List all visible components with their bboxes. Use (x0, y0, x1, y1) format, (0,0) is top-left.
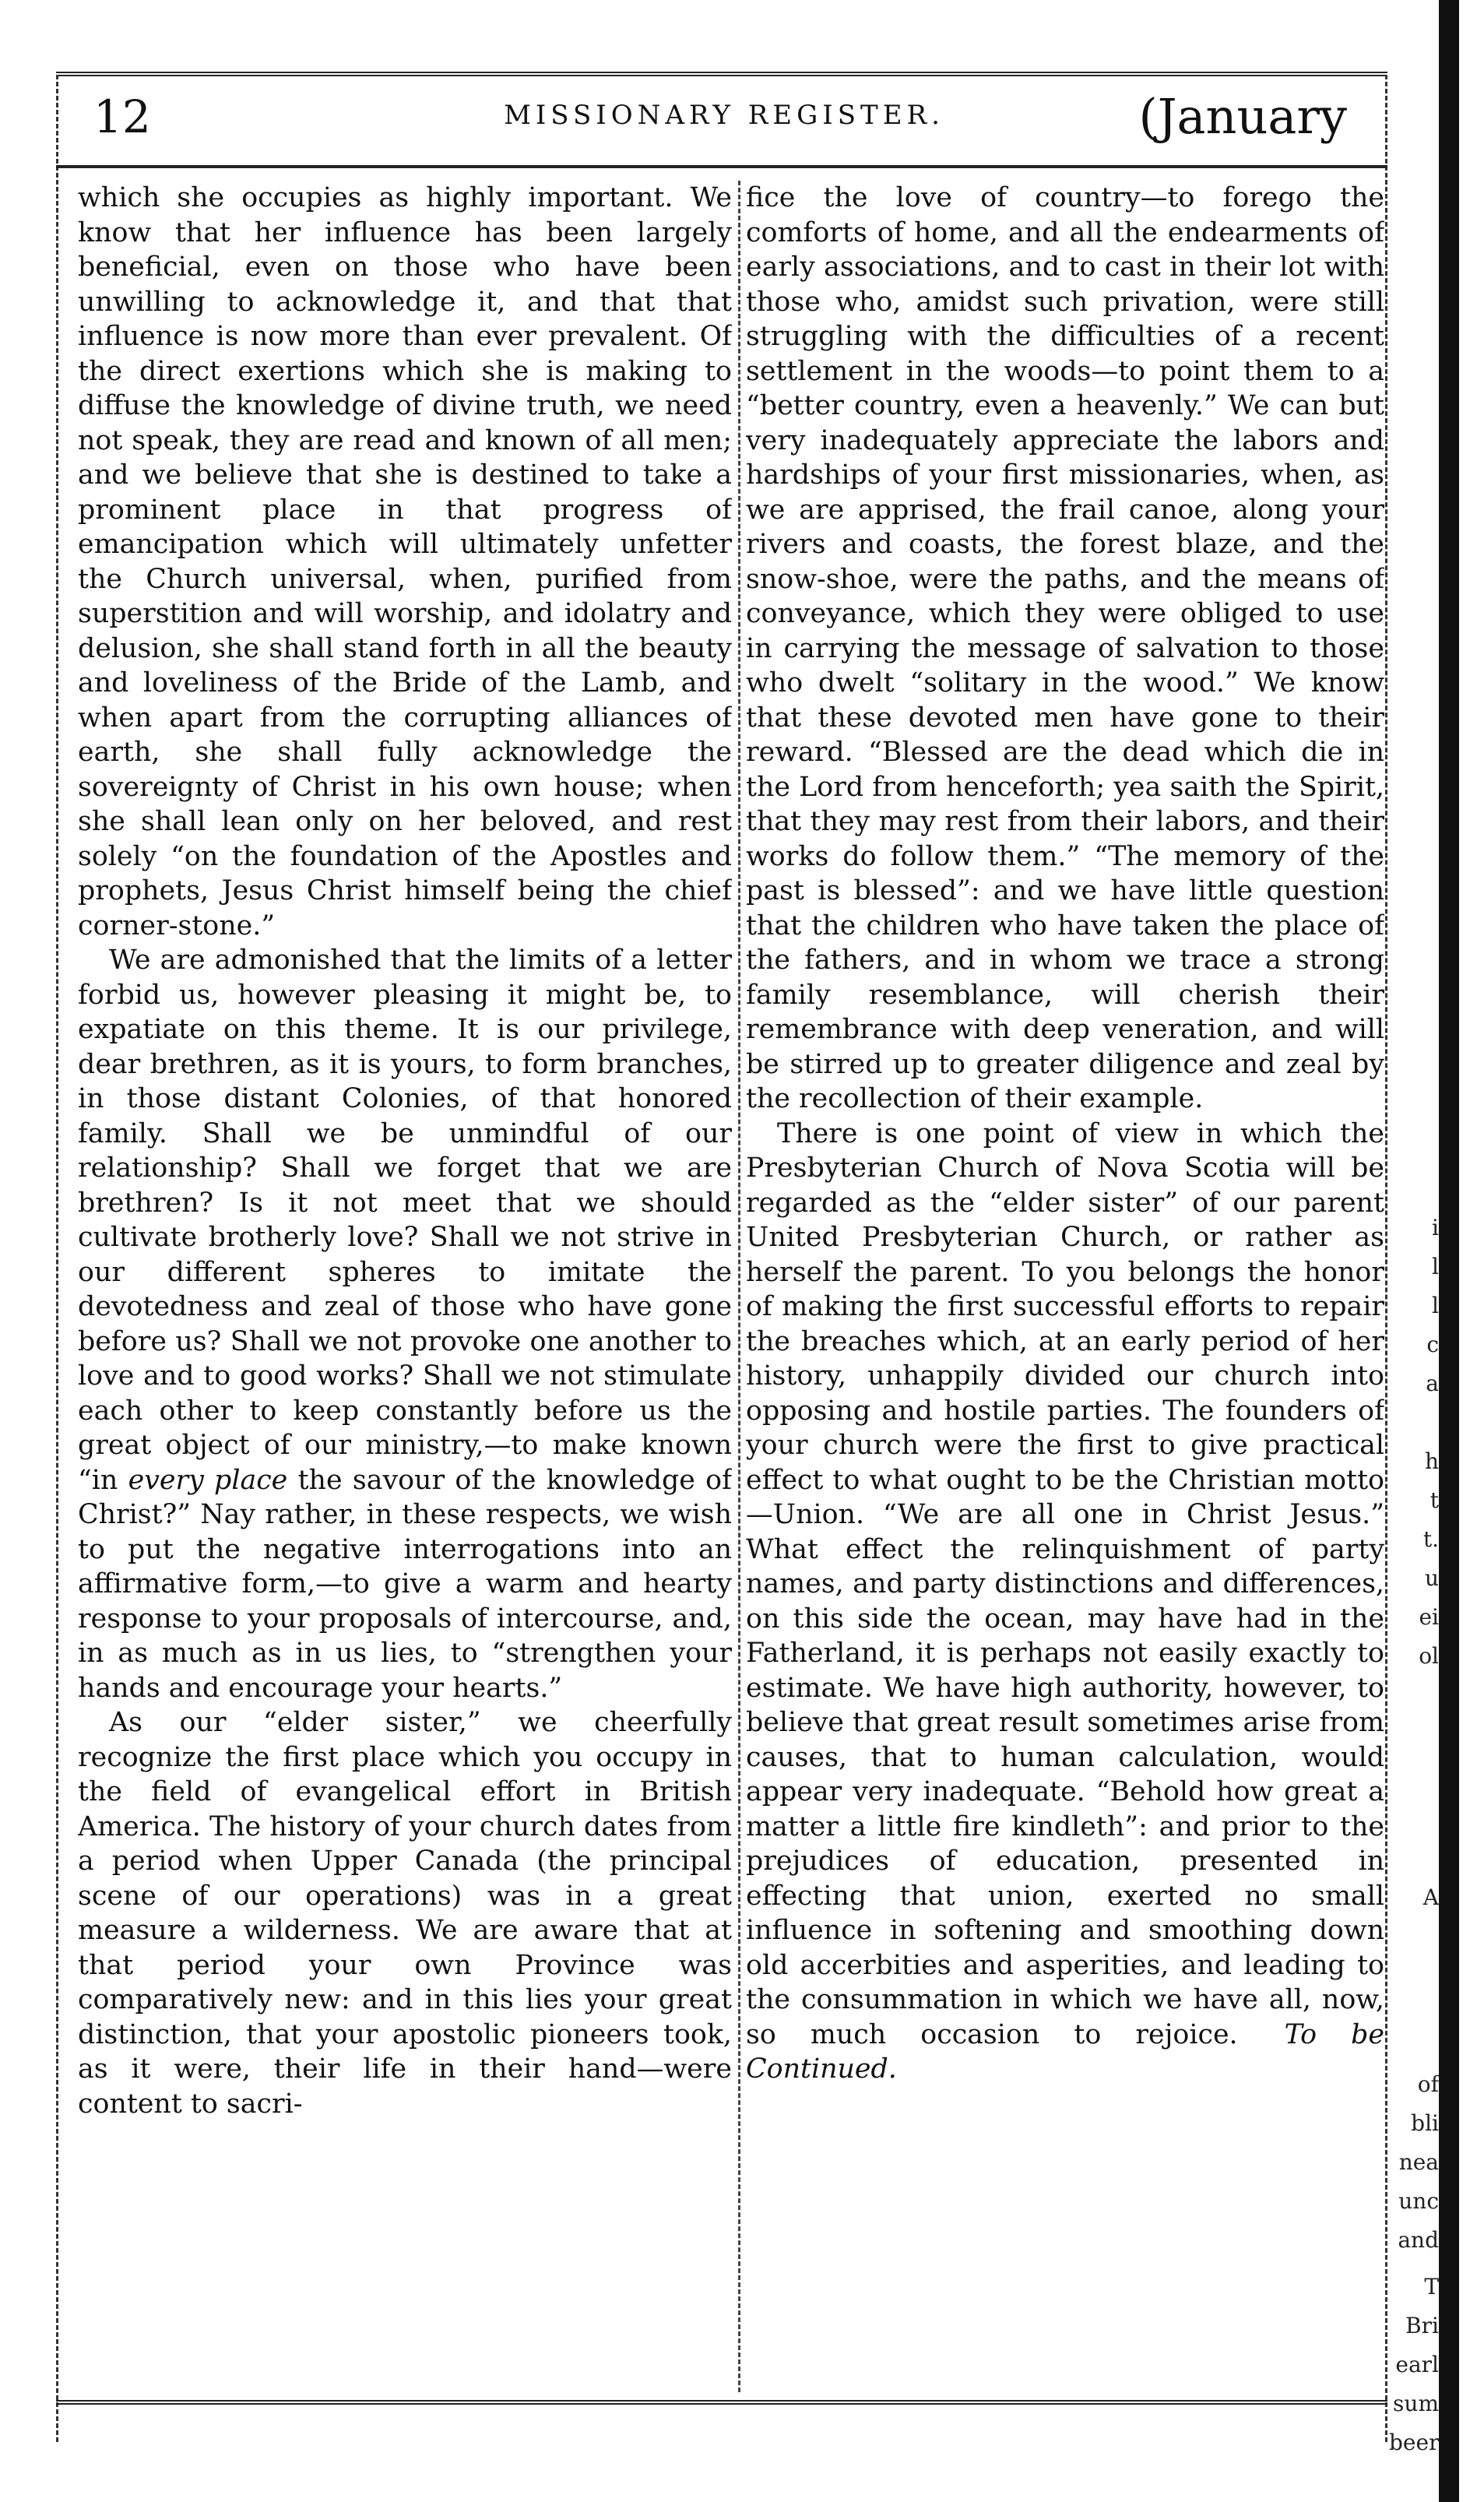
adjacent-page-fragment: i (1432, 1215, 1439, 1240)
month-label: (January (1138, 88, 1347, 145)
adjacent-page-fragment: h (1424, 1448, 1439, 1474)
adjacent-page-fragment: beer (1389, 2430, 1439, 2455)
left-paragraph-2-part-2: the savour of the knowledge of Christ?” Nay rather, in these respects, we wish to put the negative interrogations into an affirmative form,—to give a warm and hearty response to your proposals of intercourse, and, in as much as in us lies, to “strengthen your hands and encourage your hearts.” (78, 1464, 732, 1704)
adjacent-page-fragment: ol (1419, 1643, 1439, 1669)
adjacent-page-fragment: and (1398, 2227, 1439, 2253)
running-title: MISSIONARY REGISTER. (504, 100, 944, 131)
page-header (78, 86, 1370, 148)
to-be-continued: To be Continued. (746, 2018, 1384, 2085)
right-paragraph-2-text: There is one point of view in which the Presbyterian Church of Nova Scotia will be regarded as the “elder sister” of our parent United Presbyterian Church, or rather as herself the parent. To you belongs the honor of making the first successful efforts to repair the breaches which, at an early period of her history, unhappily divided our church into opposing and hostile parties. The founders of your church were the first to give practical effect to what ought to be the Christian motto—Union. “We are all one in Christ Jesus.” What effect the relinquishment of party names, and party distinctions and differences, on this side the ocean, may have had in the Fatherland, it is perhaps not easily exactly to estimate. We have high authority, however, to believe that great result sometimes arise from causes, that to human calculation, would appear very inadequate. “Behold how great a matter a little fire kindleth”: and prior to the prejudices of education, presented in effecting that union, exerted no small influence in softening and smoothing down old accerbities and asperities, and leading to the consummation in which we have all, now, so much occasion to rejoice. (746, 1117, 1384, 2050)
adjacent-page-fragment: c (1426, 1332, 1439, 1357)
adjacent-page-fragment: unc (1398, 2188, 1439, 2214)
left-paragraph-2 (78, 943, 732, 1705)
right-paragraph-1: fice the love of country—to forego the comforts of home, and all the endearments of early associations, and to cast in their lot with those who, amidst such privation, were still struggling with the difficulties of a recent settlement in the woods—to point them to a “better country, even a heavenly.” We can but very inadequately appreciate the labors and hardships of your first missionaries, when, as we are apprised, the frail canoe, along your rivers and coasts, the forest blaze, and the snow-shoe, were the paths, and the means of conveyance, which they were obliged to use in carrying the message of salvation to those who dwelt “solitary in the wood.” We know that these devoted men have gone to their reward. “Blessed are the dead which die in the Lord from henceforth; yea saith the Spirit, that they may rest from their labors, and their works do follow them.” “The memory of the past is blessed”: and we have little question that the children who have taken the place of the fathers, and in whom we trace a strong family resemblance, will cherish their remembrance with deep veneration, and will be stirred up to greater diligence and zeal by the recollection of their example. (746, 182, 1384, 1114)
header-bottom-rule (56, 165, 1387, 168)
adjacent-page-fragment: T (1424, 2274, 1439, 2300)
adjacent-page-fragment: a (1426, 1371, 1439, 1396)
column-divider (738, 181, 740, 2392)
adjacent-page-fragment: l (1432, 1293, 1439, 1318)
right-paragraph-2 (746, 1117, 1384, 2087)
adjacent-page-fragment: A (1422, 1884, 1439, 1910)
left-column (78, 181, 732, 2392)
adjacent-page-fragment: of (1417, 2071, 1439, 2097)
adjacent-page-fragment: nea (1398, 2149, 1439, 2175)
adjacent-page-fragment: sum (1393, 2391, 1439, 2416)
left-paragraph-3: As our “elder sister,” we cheerfully recognize the first place which you occupy in the field of evangelical effort in British America. The history of your church dates from a period when Upper Canada (the principal scene of our operations) was in a great measure a wilderness. We are aware that at that period your own Province was comparatively new: and in this lies your great distinction, that your apostolic pioneers took, as it were, their life in their hand—were content to sacri- (78, 1707, 732, 2120)
adjacent-page-fragment: Bri (1405, 2313, 1439, 2338)
italic-phrase: every place (128, 1464, 288, 1496)
right-column (746, 181, 1384, 2392)
adjacent-page-fragment: l (1432, 1254, 1439, 1279)
left-paragraph-2-part-1: We are admonished that the limits of a letter forbid us, however pleasing it might be, to expatiate on this theme. It is our privilege, dear brethren, as it is yours, to form branches, in those distant Colonies, of that honored family. Shall we be unmindful of our relationship? Shall we forget that we are brethren? Is it not meet that we should cultivate brotherly love? Shall we not strive in our different spheres to imitate the devotedness and zeal of those who have gone before us? Shall we not provoke one another to love and to good works? Shall we not stimulate each other to keep constantly before us the great object of our ministry,—to make known “in (78, 945, 732, 1496)
binding-edge (1439, 0, 1459, 2502)
adjacent-page-fragment: u (1424, 1565, 1439, 1591)
adjacent-page-fragment: earl (1395, 2352, 1439, 2377)
adjacent-page-fragment: t. (1422, 1526, 1439, 1552)
footer-rule (56, 2400, 1387, 2405)
adjacent-page-fragment: t (1429, 1487, 1439, 1513)
adjacent-page-fragment: ei (1419, 1604, 1439, 1630)
left-paragraph-1: which she occupies as highly important. We know that her influence has been largely beneficial, even on those who have been unwilling to acknowledge it, and that that influence is now more than ever prevalent. Of the direct exertions which she is making to diffuse the knowledge of divine truth, we need not speak, they are read and known of all men; and we believe that she is destined to take a prominent place in that progress of emancipation which will ultimately unfetter the Church universal, when, purified from superstition and will worship, and idolatry and delusion, she shall stand forth in all the beauty and loveliness of the Bride of the Lamb, and when apart from the corrupting alliances of earth, she shall fully acknowledge the sovereignty of Christ in his own house; when she shall lean only on her beloved, and rest solely “on the foundation of the Apostles and prophets, Jesus Christ himself being the chief corner-stone.” (78, 182, 732, 941)
page-number: 12 (93, 90, 151, 143)
adjacent-page-fragment: bli (1411, 2110, 1439, 2136)
adjacent-page-margin (1389, 0, 1439, 2502)
